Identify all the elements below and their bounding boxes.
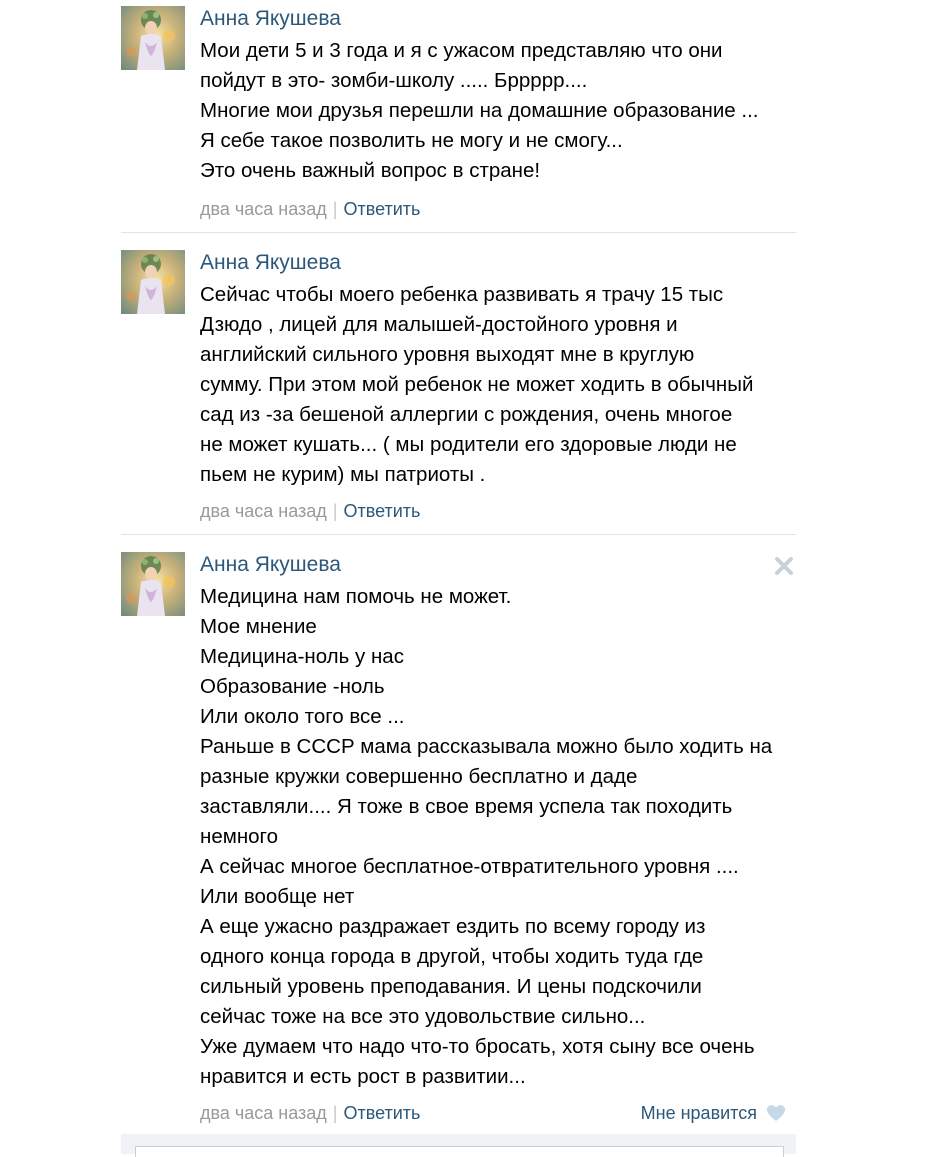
comment-text-line: нравится и есть рост в развитии... bbox=[200, 1065, 526, 1088]
reply-box-area bbox=[121, 1134, 796, 1154]
heart-icon bbox=[766, 1104, 786, 1122]
comment-divider bbox=[121, 534, 796, 535]
comment-text-line: Или вообще нет bbox=[200, 885, 355, 908]
comment-date[interactable]: два часа назад bbox=[200, 501, 327, 521]
comment-text-line: Многие мои друзья перешли на домашние образование ... bbox=[200, 99, 759, 122]
reply-input[interactable] bbox=[135, 1146, 784, 1157]
comment-text-line: Мое мнение bbox=[200, 615, 317, 638]
comment-date[interactable]: два часа назад bbox=[200, 199, 327, 219]
comment-text-line: А сейчас многое бесплатное-отвратительного уровня .... bbox=[200, 855, 739, 878]
comment-author[interactable]: Анна Якушева bbox=[200, 251, 341, 274]
comment-text-line: Сейчас чтобы моего ребенка развивать я трачу 15 тыс bbox=[200, 283, 724, 306]
meta-separator: | bbox=[332, 501, 338, 521]
comment-text bbox=[200, 582, 800, 1092]
comment-text-line: сумму. При этом мой ребенок не может ходить в обычный bbox=[200, 373, 754, 396]
reply-link[interactable]: Ответить bbox=[343, 501, 421, 521]
comment-text-line: заставляли.... Я тоже в свое время успела так походить bbox=[200, 795, 733, 818]
avatar-image bbox=[121, 6, 185, 70]
comment-text-line: Это очень важный вопрос в стране! bbox=[200, 159, 541, 182]
comment-text-line: английский сильного уровня выходят мне в круглую bbox=[200, 343, 695, 366]
reply-link[interactable]: Ответить bbox=[343, 199, 421, 219]
comment-text-line: Я себе такое позволить не могу и не смогу... bbox=[200, 129, 623, 152]
comment-text-line: одного конца города в другой, чтобы ходить туда где bbox=[200, 945, 704, 968]
comment-text-line: пьем не курим) мы патриоты . bbox=[200, 463, 486, 486]
comment-text-line: Или около того все ... bbox=[200, 705, 405, 728]
comment-text-line: Дзюдо , лицей для малышей-достойного уровня и bbox=[200, 313, 678, 336]
comment-text-line: не может кушать... ( мы родители его здоровые люди не bbox=[200, 433, 737, 456]
comment-meta bbox=[200, 1101, 420, 1125]
close-icon[interactable] bbox=[772, 554, 796, 578]
like-label: Мне нравится bbox=[640, 1103, 757, 1123]
avatar[interactable] bbox=[121, 552, 185, 616]
avatar[interactable] bbox=[121, 6, 185, 70]
avatar[interactable] bbox=[121, 250, 185, 314]
comment-text-line: сильный уровень преподавания. И цены подскочили bbox=[200, 975, 702, 998]
comment-author[interactable]: Анна Якушева bbox=[200, 553, 341, 576]
like-button[interactable] bbox=[641, 1101, 786, 1125]
comment bbox=[121, 552, 796, 1130]
meta-separator: | bbox=[332, 1103, 338, 1123]
comment-divider bbox=[121, 232, 796, 233]
avatar-image bbox=[121, 552, 185, 616]
comment-text-line: пойдут в это- зомби-школу ..... Бррррр.... bbox=[200, 69, 588, 92]
comment bbox=[121, 250, 796, 530]
comment-text-line: разные кружки совершенно бесплатно и даде bbox=[200, 765, 638, 788]
comment-text bbox=[200, 36, 800, 186]
comment-text-line: Мои дети 5 и 3 года и я с ужасом представляю что они bbox=[200, 39, 723, 62]
meta-separator: | bbox=[332, 199, 338, 219]
comment bbox=[121, 6, 796, 226]
comment-text-line: А еще ужасно раздражает ездить по всему городу из bbox=[200, 915, 706, 938]
reply-link[interactable]: Ответить bbox=[343, 1103, 421, 1123]
comment-text-line: Медицина нам помочь не может. bbox=[200, 585, 512, 608]
comment-meta bbox=[200, 499, 420, 523]
comment-text-line: немного bbox=[200, 825, 278, 848]
comment-text-line: Образование -ноль bbox=[200, 675, 385, 698]
comment-text-line: Раньше в СССР мама рассказывала можно было ходить на bbox=[200, 735, 773, 758]
comment-text-line: Уже думаем что надо что-то бросать, хотя сыну все очень bbox=[200, 1035, 755, 1058]
comment-author[interactable]: Анна Якушева bbox=[200, 7, 341, 30]
comment-text bbox=[200, 280, 800, 490]
comment-text-line: Медицина-ноль у нас bbox=[200, 645, 404, 668]
comment-date[interactable]: два часа назад bbox=[200, 1103, 327, 1123]
avatar-image bbox=[121, 250, 185, 314]
comment-text-line: сейчас тоже на все это удовольствие сильно... bbox=[200, 1005, 646, 1028]
comment-text-line: сад из -за бешеной аллергии с рождения, очень многое bbox=[200, 403, 733, 426]
comment-meta bbox=[200, 197, 420, 221]
